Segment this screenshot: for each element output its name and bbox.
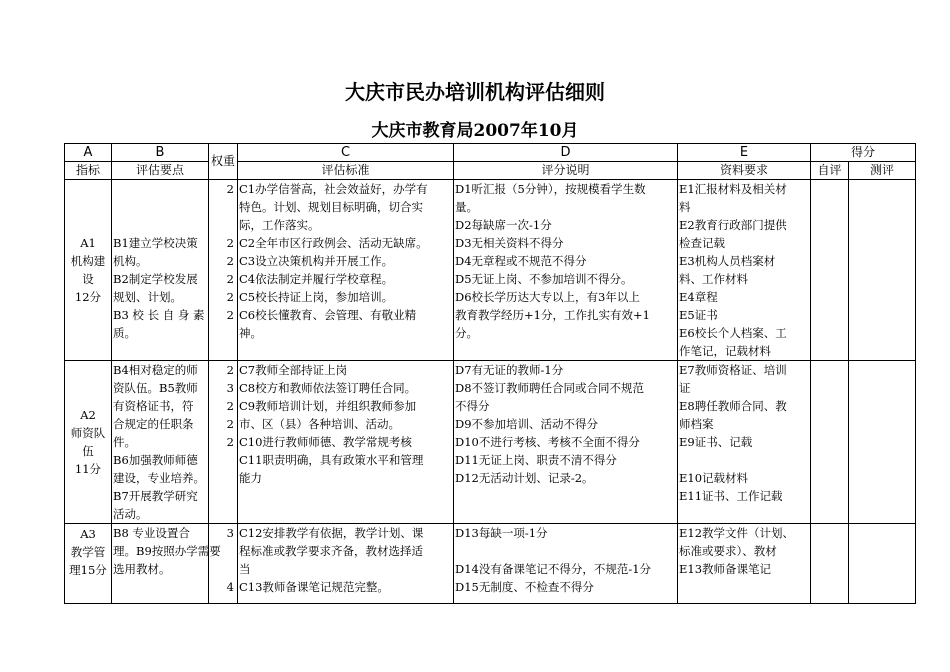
cell-line: A2: [80, 408, 96, 422]
cell-line: D2每缺席一次-1分: [455, 218, 552, 232]
cell-line: 2: [226, 363, 234, 377]
cell-line: 件。: [113, 435, 136, 449]
document-subtitle: 大庆市教育局2007年10月: [371, 121, 579, 141]
cell-line: 当: [239, 562, 251, 576]
self-eval-cell: [811, 180, 849, 361]
cell-line: B8 专业设置合: [113, 526, 190, 540]
col-e-letter: E: [678, 144, 811, 162]
cell-line: C6校长懂教育、会管理、有敬业精: [239, 308, 417, 322]
cell-line: 12分: [74, 290, 102, 304]
cell-line: 3: [226, 381, 234, 395]
cell-line: 机构。: [113, 254, 148, 268]
cell-line: 作笔记，记载材料: [679, 344, 771, 358]
weight-cell: [209, 524, 238, 604]
cell-line: E6校长个人档案、工: [679, 326, 787, 340]
cell-line: [113, 216, 207, 234]
cell-line: 理15分: [69, 563, 107, 577]
cell-line: C2全年市区行政例会、活动无缺席。: [239, 236, 428, 250]
cell-line: E2教育行政部门提供: [679, 218, 787, 232]
point-cell: [112, 361, 209, 524]
scoring-cell: [454, 180, 678, 361]
cell-line: 2: [226, 435, 234, 449]
cell-line: 2: [226, 272, 234, 286]
cell-line: [210, 451, 234, 469]
weight-cell: [209, 361, 238, 524]
weight-cell: [209, 180, 238, 361]
cell-line: 质。: [113, 326, 136, 340]
col-e-label: 资料要求: [678, 162, 811, 180]
cell-line: 2: [226, 254, 234, 268]
col-self-eval: 自评: [811, 162, 849, 180]
cell-line: 检查记载: [679, 236, 725, 250]
cell-line: E13教师备课笔记: [679, 562, 772, 576]
cell-line: D6校长学历达大专以上，有3年以上: [455, 290, 640, 304]
col-weight-header: 权重: [209, 144, 238, 180]
cell-line: 师资队: [70, 426, 106, 440]
cell-line: 际，工作落实。: [239, 218, 320, 232]
indicator-cell: [65, 180, 112, 361]
cell-line: C7教师全部持证上岗: [239, 363, 348, 377]
scoring-cell: [454, 524, 678, 604]
cell-line: 料、工作材料: [679, 272, 748, 286]
cell-line: A1: [80, 236, 96, 250]
cell-line: C9教师培训计划，并组织教师参加: [239, 399, 417, 413]
cell-line: D12无活动计划、记录-2。: [455, 471, 594, 485]
cell-line: [679, 451, 809, 469]
cell-line: D11无证上岗、职责不清不得分: [455, 453, 617, 467]
cell-line: D3无相关资料不得分: [455, 236, 564, 250]
cell-line: C3设立决策机构并开展工作。: [239, 254, 394, 268]
cell-line: 料: [679, 200, 691, 214]
cell-line: B7开展教学研究: [113, 489, 198, 503]
cell-line: C8校方和教师依法签订聘任合同。: [239, 381, 417, 395]
cell-line: 规划、计划。: [113, 290, 182, 304]
cell-line: [455, 542, 676, 560]
cell-line: D5无证上岗、不参加培训不得分。: [455, 272, 633, 286]
table-row: [65, 180, 916, 361]
table-row: [65, 361, 916, 524]
cell-line: 有资格证书，符: [113, 399, 194, 413]
cell-line: D9不参加培训、活动不得分: [455, 417, 599, 431]
materials-cell: [678, 180, 811, 361]
col-a-label: 指标: [65, 162, 112, 180]
cell-line: A3: [80, 527, 96, 541]
col-score-header: 得分: [811, 144, 916, 162]
cell-line: 教育教学经历+1分，工作扎实有效+1: [455, 308, 650, 322]
cell-line: C11职责明确，具有政策水平和管理: [239, 453, 424, 467]
cell-line: B4相对稳定的师: [113, 363, 198, 377]
cell-line: 伍: [82, 444, 94, 458]
cell-line: 3: [226, 526, 234, 540]
cell-line: B2制定学校发展: [113, 272, 198, 286]
evaluation-table: [64, 143, 916, 604]
cell-line: [210, 198, 234, 216]
table-row: [65, 524, 916, 604]
cell-line: 机构建: [70, 254, 106, 268]
cell-line: E9证书、记载: [679, 435, 753, 449]
cell-line: B1建立学校决策: [113, 236, 198, 250]
cell-line: 建设，专业培养。: [113, 471, 205, 485]
cell-line: E7教师资格证、培训: [679, 363, 787, 377]
cell-line: B6加强教师师德: [113, 453, 198, 467]
cell-line: 标准或要求）、教材: [679, 544, 777, 558]
cell-line: D1听汇报（5分钟），按规模看学生数: [455, 182, 646, 196]
cell-line: D8不签订教师聘任合同或合同不规范: [455, 381, 645, 395]
indicator-cell: [65, 524, 112, 604]
cell-line: E10记载材料: [679, 471, 749, 485]
cell-line: C5校长持证上岗，参加培训。: [239, 290, 394, 304]
cell-line: 合规定的任职条: [113, 417, 194, 431]
cell-line: C13教师备课笔记规范完整。: [239, 580, 389, 594]
standard-cell: [238, 524, 454, 604]
cell-line: 不得分: [455, 399, 490, 413]
cell-line: D10不进行考核、考核不全面不得分: [455, 435, 640, 449]
cell-line: 2: [226, 290, 234, 304]
cell-line: [210, 469, 234, 487]
cell-line: 量。: [455, 200, 478, 214]
point-cell: [112, 524, 221, 604]
cell-line: 2: [226, 182, 234, 196]
header-row-1: [65, 144, 916, 162]
cell-line: 4: [226, 580, 234, 594]
cell-line: 理。B9按照办学需要: [113, 544, 221, 558]
test-eval-cell: [849, 524, 916, 604]
test-eval-cell: [849, 361, 916, 524]
self-eval-cell: [811, 524, 849, 604]
col-d-letter: D: [454, 144, 678, 162]
cell-line: D13每缺一项-1分: [455, 526, 548, 540]
header-row-2: [65, 162, 916, 180]
cell-line: C10进行教师师德、教学常规考核: [239, 435, 412, 449]
cell-line: 资队伍。B5教师: [113, 381, 198, 395]
cell-line: 特色。计划、规划目标明确，切合实: [239, 200, 423, 214]
cell-line: E8聘任教师合同、教: [679, 399, 787, 413]
cell-line: 师档案: [679, 417, 714, 431]
cell-line: 11分: [74, 462, 102, 476]
cell-line: C4依法制定并履行学校章程。: [239, 272, 394, 286]
col-b-label: 评估要点: [112, 162, 209, 180]
cell-line: 2: [226, 417, 234, 431]
cell-line: [210, 560, 234, 578]
cell-line: D14没有备课笔记不得分，不规范-1分: [455, 562, 652, 576]
cell-line: 证: [679, 381, 691, 395]
cell-line: 设: [82, 272, 94, 286]
col-test-eval: 测评: [849, 162, 916, 180]
cell-line: 分。: [455, 326, 478, 340]
indicator-cell: [65, 361, 112, 524]
col-b-letter: B: [112, 144, 209, 162]
standard-cell: [238, 180, 454, 361]
cell-line: C1办学信誉高，社会效益好，办学有: [239, 182, 428, 196]
col-a-letter: A: [65, 144, 112, 162]
scoring-cell: [454, 361, 678, 524]
self-eval-cell: [811, 361, 849, 524]
cell-line: E5证书: [679, 308, 718, 322]
cell-line: [210, 216, 234, 234]
cell-line: 程标准或教学要求齐备，教材选择适: [239, 544, 423, 558]
point-cell: [112, 180, 209, 361]
cell-line: E4章程: [679, 290, 718, 304]
col-d-label: 评分说明: [454, 162, 678, 180]
materials-cell: [678, 361, 811, 524]
cell-line: 2: [226, 236, 234, 250]
cell-line: C12安排教学有依据，教学计划、课: [239, 526, 424, 540]
cell-line: 活动。: [113, 507, 148, 521]
cell-line: D15无制度、不检查不得分: [455, 580, 594, 594]
cell-line: 能力: [239, 471, 262, 485]
cell-line: D4无章程或不规范不得分: [455, 254, 587, 268]
cell-line: 神。: [239, 326, 262, 340]
cell-line: 市、区（县）各种培训、活动。: [239, 417, 400, 431]
cell-line: E12教学文件（计划、: [679, 526, 795, 540]
document-title: 大庆市民办培训机构评估细则: [345, 80, 605, 104]
cell-line: E11证书、工作记载: [679, 489, 783, 503]
cell-line: E3机构人员档案材: [679, 254, 776, 268]
cell-line: D7有无证的教师-1分: [455, 363, 564, 377]
cell-line: E1汇报材料及相关材: [679, 182, 787, 196]
cell-line: B3 校 长 自 身 素: [113, 308, 205, 322]
materials-cell: [678, 524, 811, 604]
col-c-label: 评估标准: [238, 162, 454, 180]
cell-line: 教学管: [70, 545, 106, 559]
col-c-letter: C: [238, 144, 454, 162]
cell-line: 选用教材。: [113, 562, 171, 576]
cell-line: [113, 198, 207, 216]
cell-line: 2: [226, 399, 234, 413]
standard-cell: [238, 361, 454, 524]
cell-line: 2: [226, 308, 234, 322]
test-eval-cell: [849, 180, 916, 361]
